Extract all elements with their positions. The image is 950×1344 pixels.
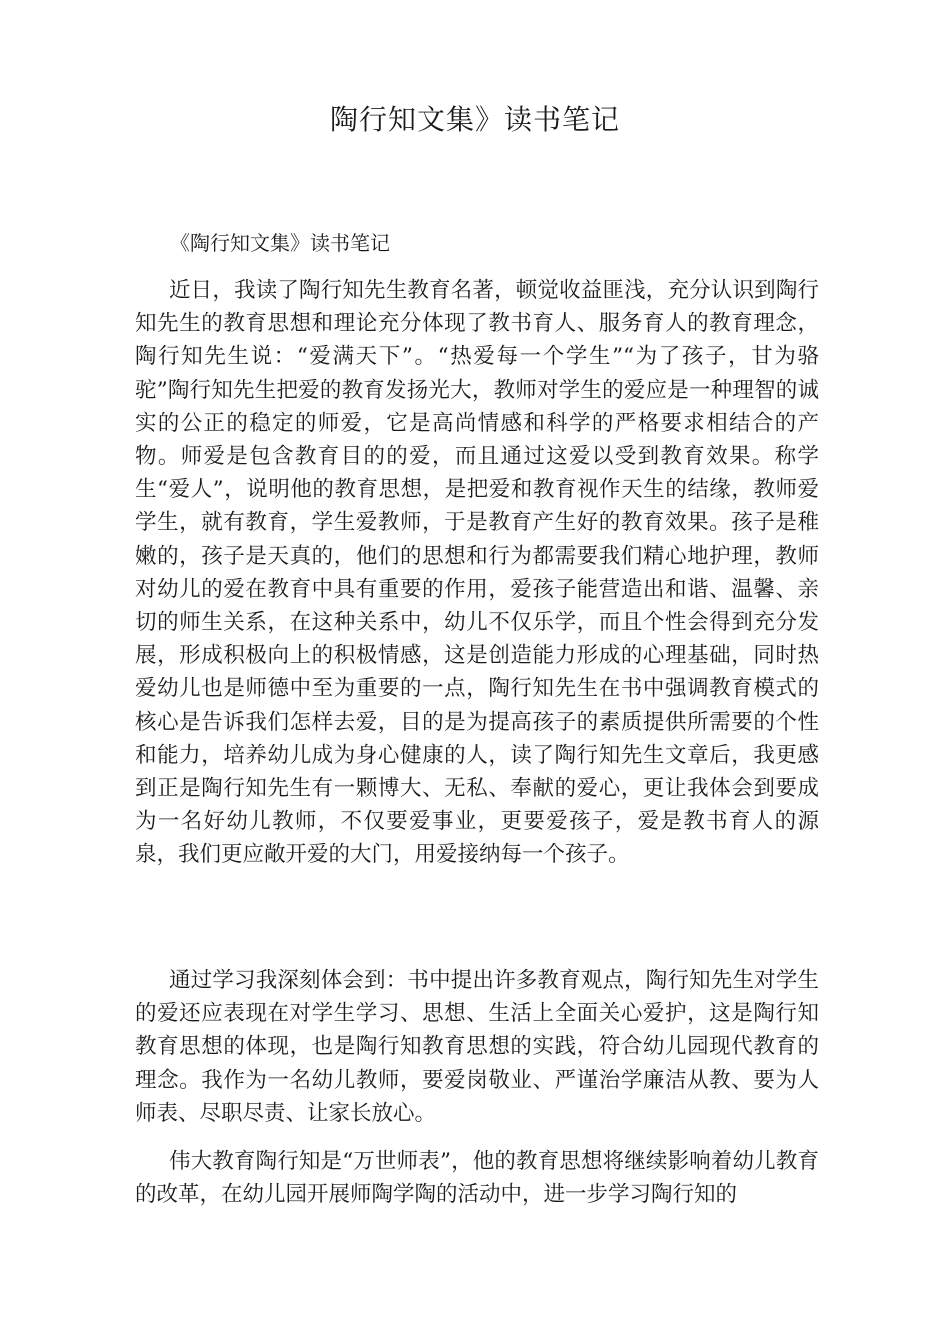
- document-subtitle: 《陶行知文集》读书笔记: [170, 231, 390, 255]
- document-title: 陶行知文集》读书笔记: [329, 103, 620, 136]
- paragraph-3: 伟大教育陶行知是“万世师表”，他的教育思想将继续影响着幼儿教育的改革，在幼儿园开展师陶学陶的活动中，进一步学习陶行知的: [135, 1149, 819, 1208]
- paragraph-1: 近日，我读了陶行知先生教育名著，顿觉收益匪浅，充分认识到陶行知先生的教育思想和理论充分体现了教书育人、服务育人的教育理念，陶行知先生说：“爱满天下”。“热爱每一个学生”“为了孩子，甘为骆驼”陶行知先生把爱的教育发扬光大，教师对学生的爱应是一种理智的诚实的公正的稳定的师爱，它是高尚情感和科学的严格要求相结合的产物。师爱是包含教育目的的爱，而且通过这爱以受到教育效果。称学生“爱人”，说明他的教育思想，是把爱和教育视作天生的结缘，教师爱学生，就有教育，学生爱教师，于是教育产生好的教育效果。孩子是稚嫩的，孩子是天真的，他们的思想和行为都需要我们精心地护理，教师对幼儿的爱在教育中具有重要的作用，爱孩子能营造出和谐、温馨、亲切的师生关系，在这种关系中，幼儿不仅乐学，而且个性会得到充分发展，形成积极向上的积极情感，这是创造能力形成的心理基础，同时热爱幼儿也是师德中至为重要的一点，陶行知先生在书中强调教育模式的核心是告诉我们怎样去爱，目的是为提高孩子的素质提供所需要的个性和能力，培养幼儿成为身心健康的人，读了陶行知先生文章后，我更感到正是陶行知先生有一颗博大、无私、奉献的爱心，更让我体会到要成为一名好幼儿教师，不仅要爱事业，更要爱孩子，爱是教书育人的源泉，我们更应敞开爱的大门，用爱接纳每一个孩子。: [135, 278, 819, 868]
- paragraph-2: 通过学习我深刻体会到：书中提出许多教育观点，陶行知先生对学生的爱还应表现在对学生学习、思想、生活上全面关心爱护，这是陶行知教育思想的体现，也是陶行知教育思想的实践，符合幼儿园现代教育的理念。我作为一名幼儿教师，要爱岗敬业、严谨治学廉洁从教、要为人师表、尽职尽责、让家长放心。: [135, 968, 819, 1126]
